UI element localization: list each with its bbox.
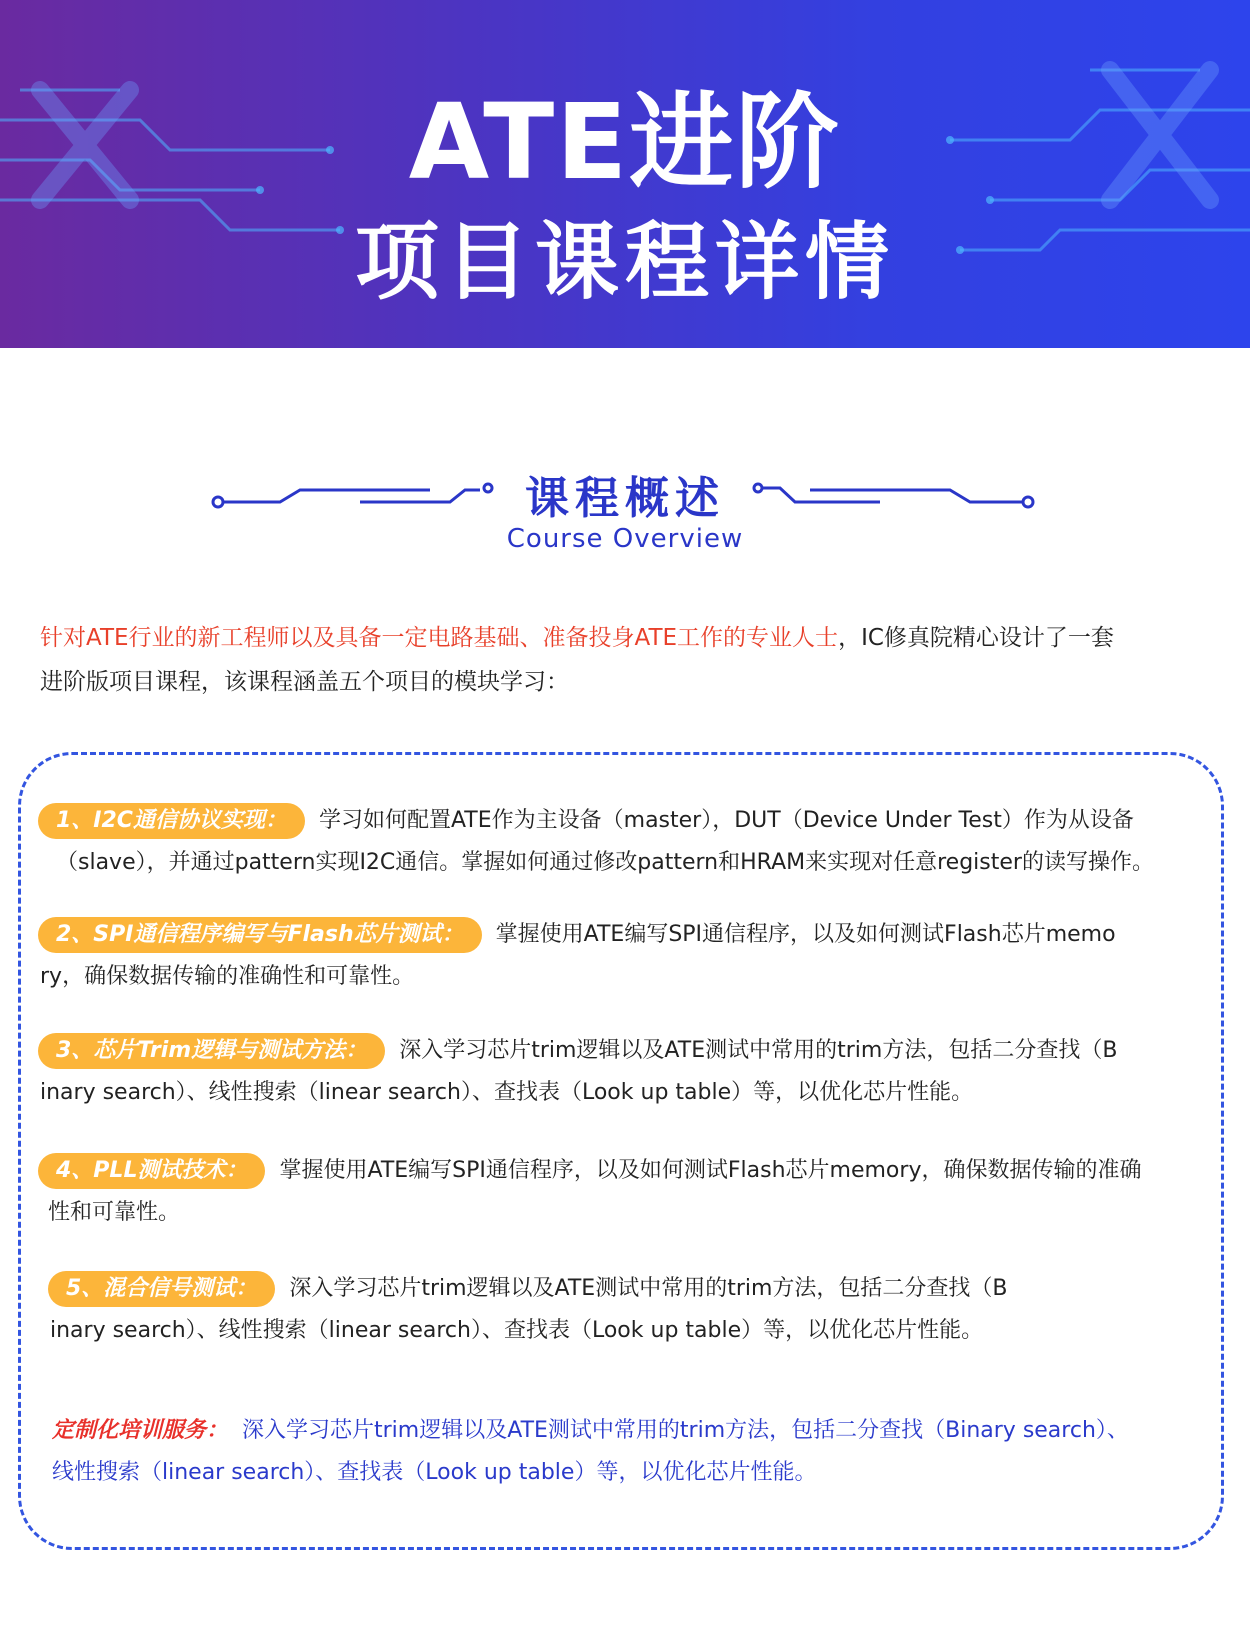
module-text: 掌握使用ATE编写SPI通信程序，以及如何测试Flash芯片memo bbox=[495, 922, 1116, 947]
module-text: 深入学习芯片trim逻辑以及ATE测试中常用的trim方法，包括二分查找（B bbox=[399, 1038, 1118, 1063]
module-item-1 bbox=[38, 800, 1218, 884]
module-label: 2、SPI通信程序编写与Flash芯片测试： bbox=[38, 917, 482, 953]
module-label: 5、混合信号测试： bbox=[48, 1271, 275, 1307]
module-text-line2: 性和可靠性。 bbox=[48, 1200, 181, 1225]
module-item-3 bbox=[38, 1030, 1218, 1114]
module-text-line2: （slave），并通过pattern实现I2C通信。掌握如何通过修改pattern和HRAM来实现对任意register的读写操作。 bbox=[56, 850, 1154, 875]
module-text: 学习如何配置ATE作为主设备（master），DUT（Device Under Test）作为从设备 bbox=[318, 808, 1134, 833]
header-banner bbox=[0, 0, 1250, 348]
module-text: 掌握使用ATE编写SPI通信程序，以及如何测试Flash芯片memory，确保数据传输的准确 bbox=[279, 1158, 1142, 1183]
banner-title: ATE进阶 bbox=[408, 81, 842, 203]
section-title: 课程概述 bbox=[525, 473, 725, 524]
custom-training-label: 定制化培训服务： bbox=[52, 1418, 229, 1443]
section-subtitle: Course Overview bbox=[506, 524, 744, 554]
custom-training-text-line2: 线性搜索（linear search）、查找表（Look up table）等，以优化芯片性能。 bbox=[52, 1460, 817, 1485]
module-item-5 bbox=[48, 1268, 1218, 1352]
banner-subtitle: 项目课程详情 bbox=[354, 213, 895, 311]
module-item-2 bbox=[38, 914, 1218, 998]
intro-highlight: 针对ATE行业的新工程师以及具备一定电路基础、准备投身ATE工作的专业人士 bbox=[40, 625, 839, 651]
module-label: 3、芯片Trim逻辑与测试方法： bbox=[38, 1033, 385, 1069]
module-text-line2: ry，确保数据传输的准确性和可靠性。 bbox=[40, 964, 415, 989]
intro-text: ，IC修真院精心设计了一套 bbox=[838, 625, 1114, 651]
module-text-line2: inary search）、线性搜索（linear search）、查找表（Look up table）等，以优化芯片性能。 bbox=[50, 1318, 984, 1343]
intro-text-line2: 进阶版项目课程，该课程涵盖五个项目的模块学习： bbox=[40, 669, 569, 695]
module-item-4 bbox=[38, 1150, 1218, 1234]
custom-training bbox=[52, 1410, 1222, 1494]
module-text: 深入学习芯片trim逻辑以及ATE测试中常用的trim方法，包括二分查找（B bbox=[289, 1276, 1008, 1301]
module-text-line2: inary search）、线性搜索（linear search）、查找表（Look up table）等，以优化芯片性能。 bbox=[40, 1080, 974, 1105]
module-label: 4、PLL测试技术： bbox=[38, 1153, 265, 1189]
custom-training-text: 深入学习芯片trim逻辑以及ATE测试中常用的trim方法，包括二分查找（Binary search）、 bbox=[242, 1418, 1129, 1443]
intro-paragraph bbox=[40, 616, 1210, 704]
module-label: 1、I2C通信协议实现： bbox=[38, 803, 305, 839]
